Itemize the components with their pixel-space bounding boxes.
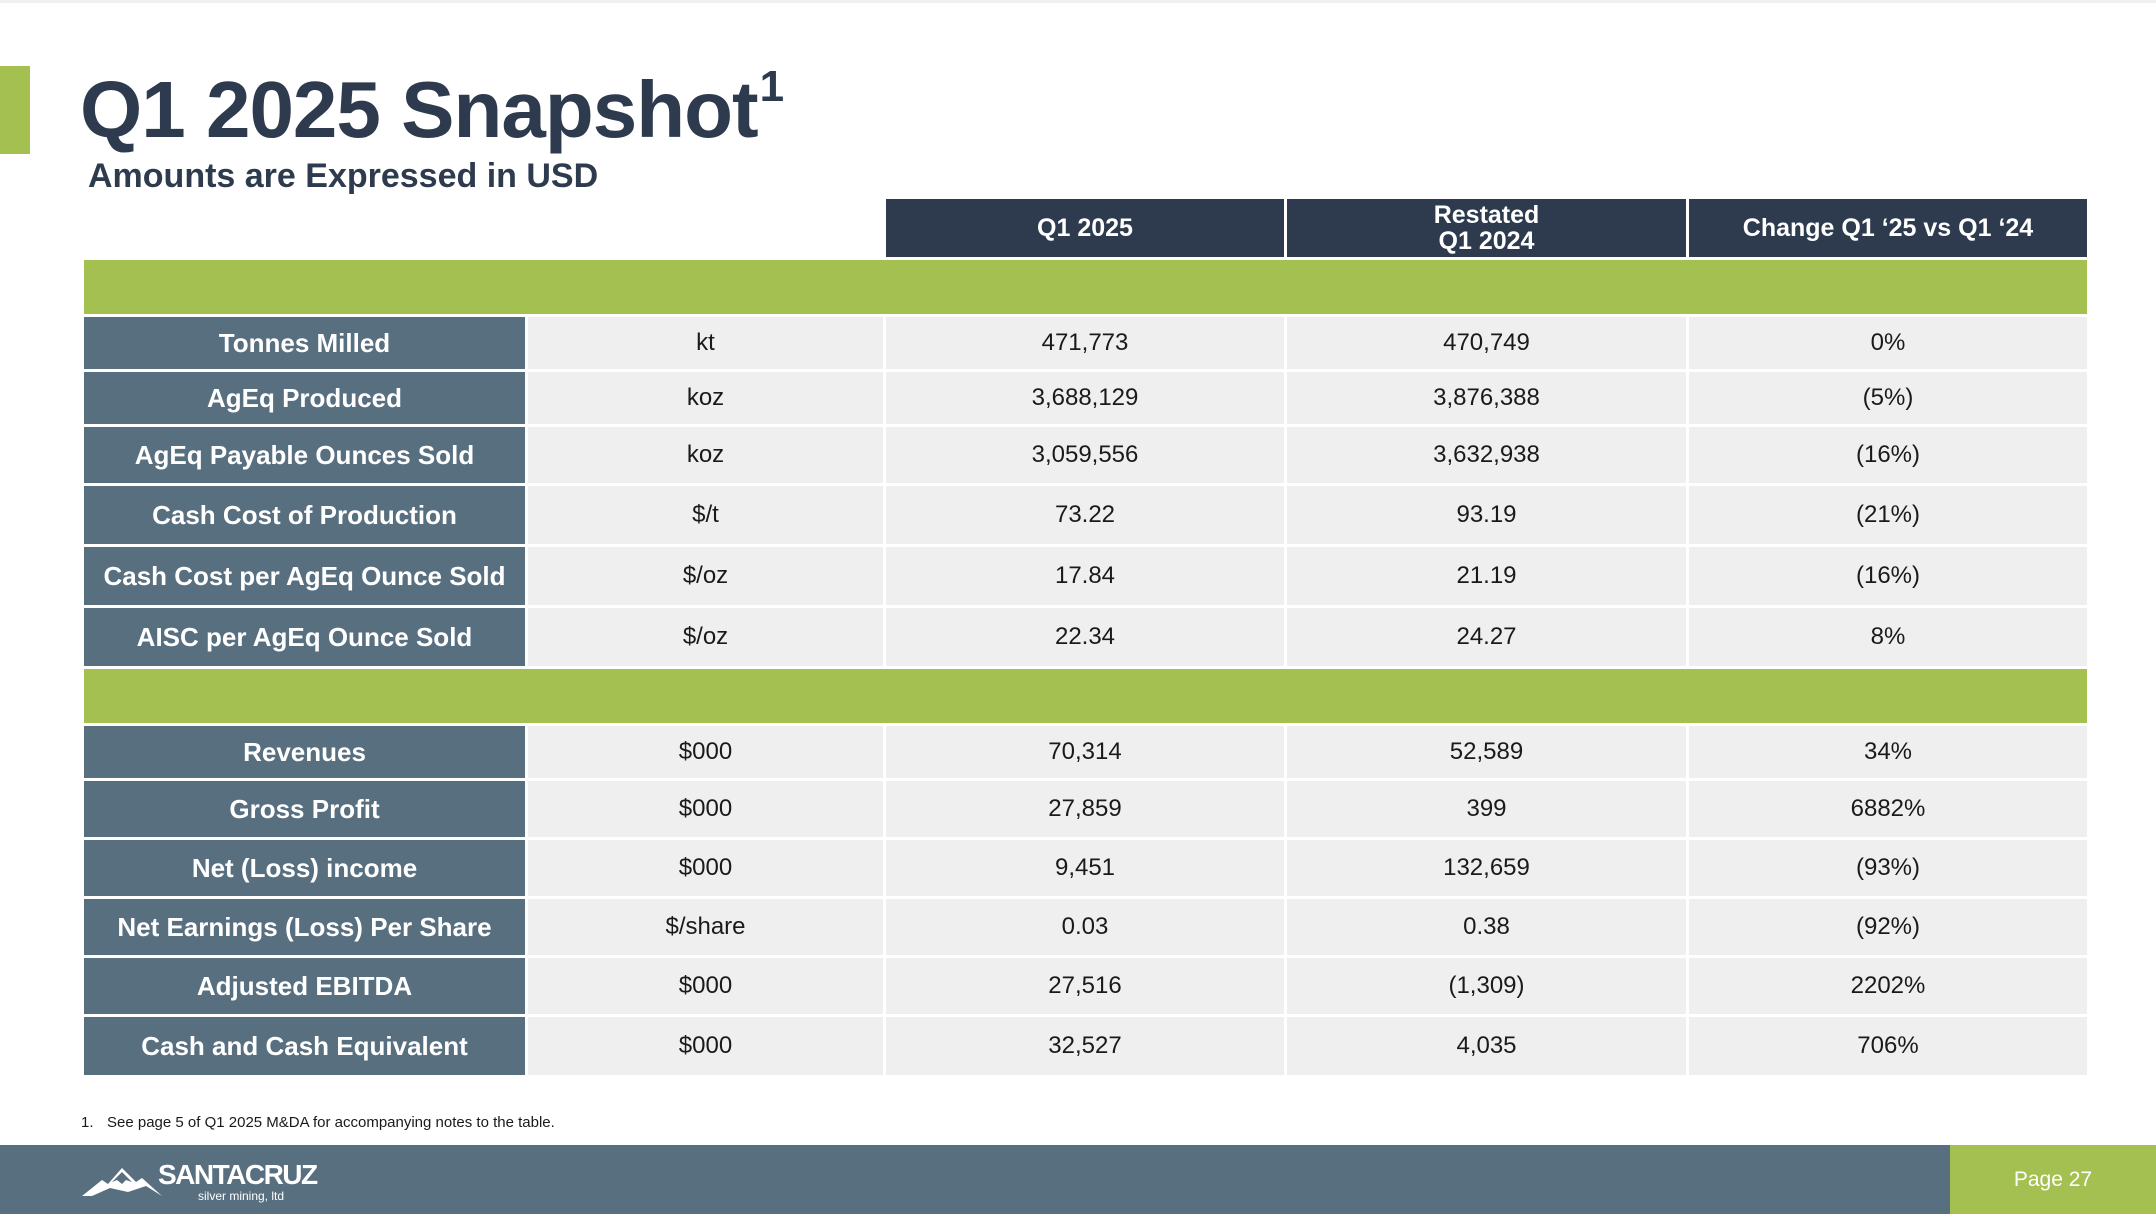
- footnote-number: 1.: [81, 1114, 94, 1131]
- value-q1-2025: 0.03: [885, 898, 1286, 957]
- value-change: (21%): [1688, 485, 2089, 546]
- value-q1-2025: 27,859: [885, 780, 1286, 839]
- table-row: [83, 725, 2089, 780]
- snapshot-table: [81, 196, 2090, 1078]
- table-row: [83, 371, 2089, 426]
- row-unit: $000: [527, 1016, 885, 1077]
- table-row: [83, 1016, 2089, 1077]
- mountain-logo-icon: [82, 1162, 162, 1198]
- value-restated-q1-2024: 4,035: [1286, 1016, 1688, 1077]
- value-restated-q1-2024: 21.19: [1286, 546, 1688, 607]
- footnote: [81, 1114, 555, 1131]
- value-change: (16%): [1688, 426, 2089, 485]
- value-change: 0%: [1688, 316, 2089, 371]
- row-label: AgEq Produced: [83, 371, 527, 426]
- section-band-financial-cell: [83, 668, 2089, 725]
- value-q1-2025: 471,773: [885, 316, 1286, 371]
- value-q1-2025: 9,451: [885, 839, 1286, 898]
- header-blank: [83, 198, 885, 259]
- value-q1-2025: 27,516: [885, 957, 1286, 1016]
- row-unit: $/oz: [527, 607, 885, 668]
- logo-tagline: silver mining, ltd: [198, 1189, 285, 1203]
- top-rule: [0, 0, 2156, 3]
- table-header-row: [83, 198, 2089, 259]
- value-change: 2202%: [1688, 957, 2089, 1016]
- section-band-operational-cell: [83, 259, 2089, 316]
- row-unit: $000: [527, 780, 885, 839]
- row-label: AgEq Payable Ounces Sold: [83, 426, 527, 485]
- value-q1-2025: 3,688,129: [885, 371, 1286, 426]
- footnote-text: See page 5 of Q1 2025 M&DA for accompanying notes to the table.: [107, 1114, 555, 1131]
- table-row: [83, 839, 2089, 898]
- row-unit: $000: [527, 839, 885, 898]
- logo-brand: SANTACRUZ: [158, 1159, 317, 1190]
- row-label: Tonnes Milled: [83, 316, 527, 371]
- value-restated-q1-2024: 3,876,388: [1286, 371, 1688, 426]
- page-number: Page 27: [1950, 1145, 2156, 1214]
- value-q1-2025: 3,059,556: [885, 426, 1286, 485]
- title-footnote-marker: 1: [759, 62, 784, 111]
- value-q1-2025: 17.84: [885, 546, 1286, 607]
- row-label: Net Earnings (Loss) Per Share: [83, 898, 527, 957]
- value-change: 706%: [1688, 1016, 2089, 1077]
- column-header-change: Change Q1 ‘25 vs Q1 ‘24: [1688, 198, 2089, 259]
- value-restated-q1-2024: 3,632,938: [1286, 426, 1688, 485]
- value-q1-2025: 70,314: [885, 725, 1286, 780]
- company-logo: [82, 1159, 317, 1208]
- page-title: Q1 2025 Snapshot$^1$: [80, 62, 784, 154]
- value-restated-q1-2024: 0.38: [1286, 898, 1688, 957]
- table-row: [83, 957, 2089, 1016]
- row-unit: $000: [527, 725, 885, 780]
- row-unit: $/t: [527, 485, 885, 546]
- value-q1-2025: 22.34: [885, 607, 1286, 668]
- row-unit: $/share: [527, 898, 885, 957]
- value-restated-q1-2024: (1,309): [1286, 957, 1688, 1016]
- footer-bar: [0, 1145, 2156, 1214]
- section-band-operational: [83, 259, 2089, 316]
- row-unit: $/oz: [527, 546, 885, 607]
- value-restated-q1-2024: 132,659: [1286, 839, 1688, 898]
- table-row: [83, 546, 2089, 607]
- value-q1-2025: 73.22: [885, 485, 1286, 546]
- section-band-financial: [83, 668, 2089, 725]
- table-row: [83, 607, 2089, 668]
- table-row: [83, 898, 2089, 957]
- row-label: Cash and Cash Equivalent: [83, 1016, 527, 1077]
- value-change: (92%): [1688, 898, 2089, 957]
- value-restated-q1-2024: 52,589: [1286, 725, 1688, 780]
- value-change: (5%): [1688, 371, 2089, 426]
- column-header-restated-q1-2024: Restated Q1 2024: [1286, 198, 1688, 259]
- row-label: Cash Cost of Production: [83, 485, 527, 546]
- table-row: [83, 426, 2089, 485]
- value-change: 8%: [1688, 607, 2089, 668]
- row-unit: koz: [527, 426, 885, 485]
- row-unit: kt: [527, 316, 885, 371]
- row-label: Net (Loss) income: [83, 839, 527, 898]
- table-body: [83, 259, 2089, 1077]
- page-subtitle: Amounts are Expressed in USD: [88, 157, 599, 195]
- row-label: Gross Profit: [83, 780, 527, 839]
- table-row: [83, 780, 2089, 839]
- value-change: (93%): [1688, 839, 2089, 898]
- row-label: AISC per AgEq Ounce Sold: [83, 607, 527, 668]
- table-row: [83, 316, 2089, 371]
- value-restated-q1-2024: 93.19: [1286, 485, 1688, 546]
- row-unit: $000: [527, 957, 885, 1016]
- value-change: 6882%: [1688, 780, 2089, 839]
- row-label: Cash Cost per AgEq Ounce Sold: [83, 546, 527, 607]
- row-label: Revenues: [83, 725, 527, 780]
- title-accent-bar: [0, 66, 30, 154]
- value-change: 34%: [1688, 725, 2089, 780]
- value-q1-2025: 32,527: [885, 1016, 1286, 1077]
- value-restated-q1-2024: 470,749: [1286, 316, 1688, 371]
- row-label: Adjusted EBITDA: [83, 957, 527, 1016]
- value-restated-q1-2024: 399: [1286, 780, 1688, 839]
- row-unit: koz: [527, 371, 885, 426]
- value-change: (16%): [1688, 546, 2089, 607]
- table-row: [83, 485, 2089, 546]
- column-header-q1-2025: Q1 2025: [885, 198, 1286, 259]
- value-restated-q1-2024: 24.27: [1286, 607, 1688, 668]
